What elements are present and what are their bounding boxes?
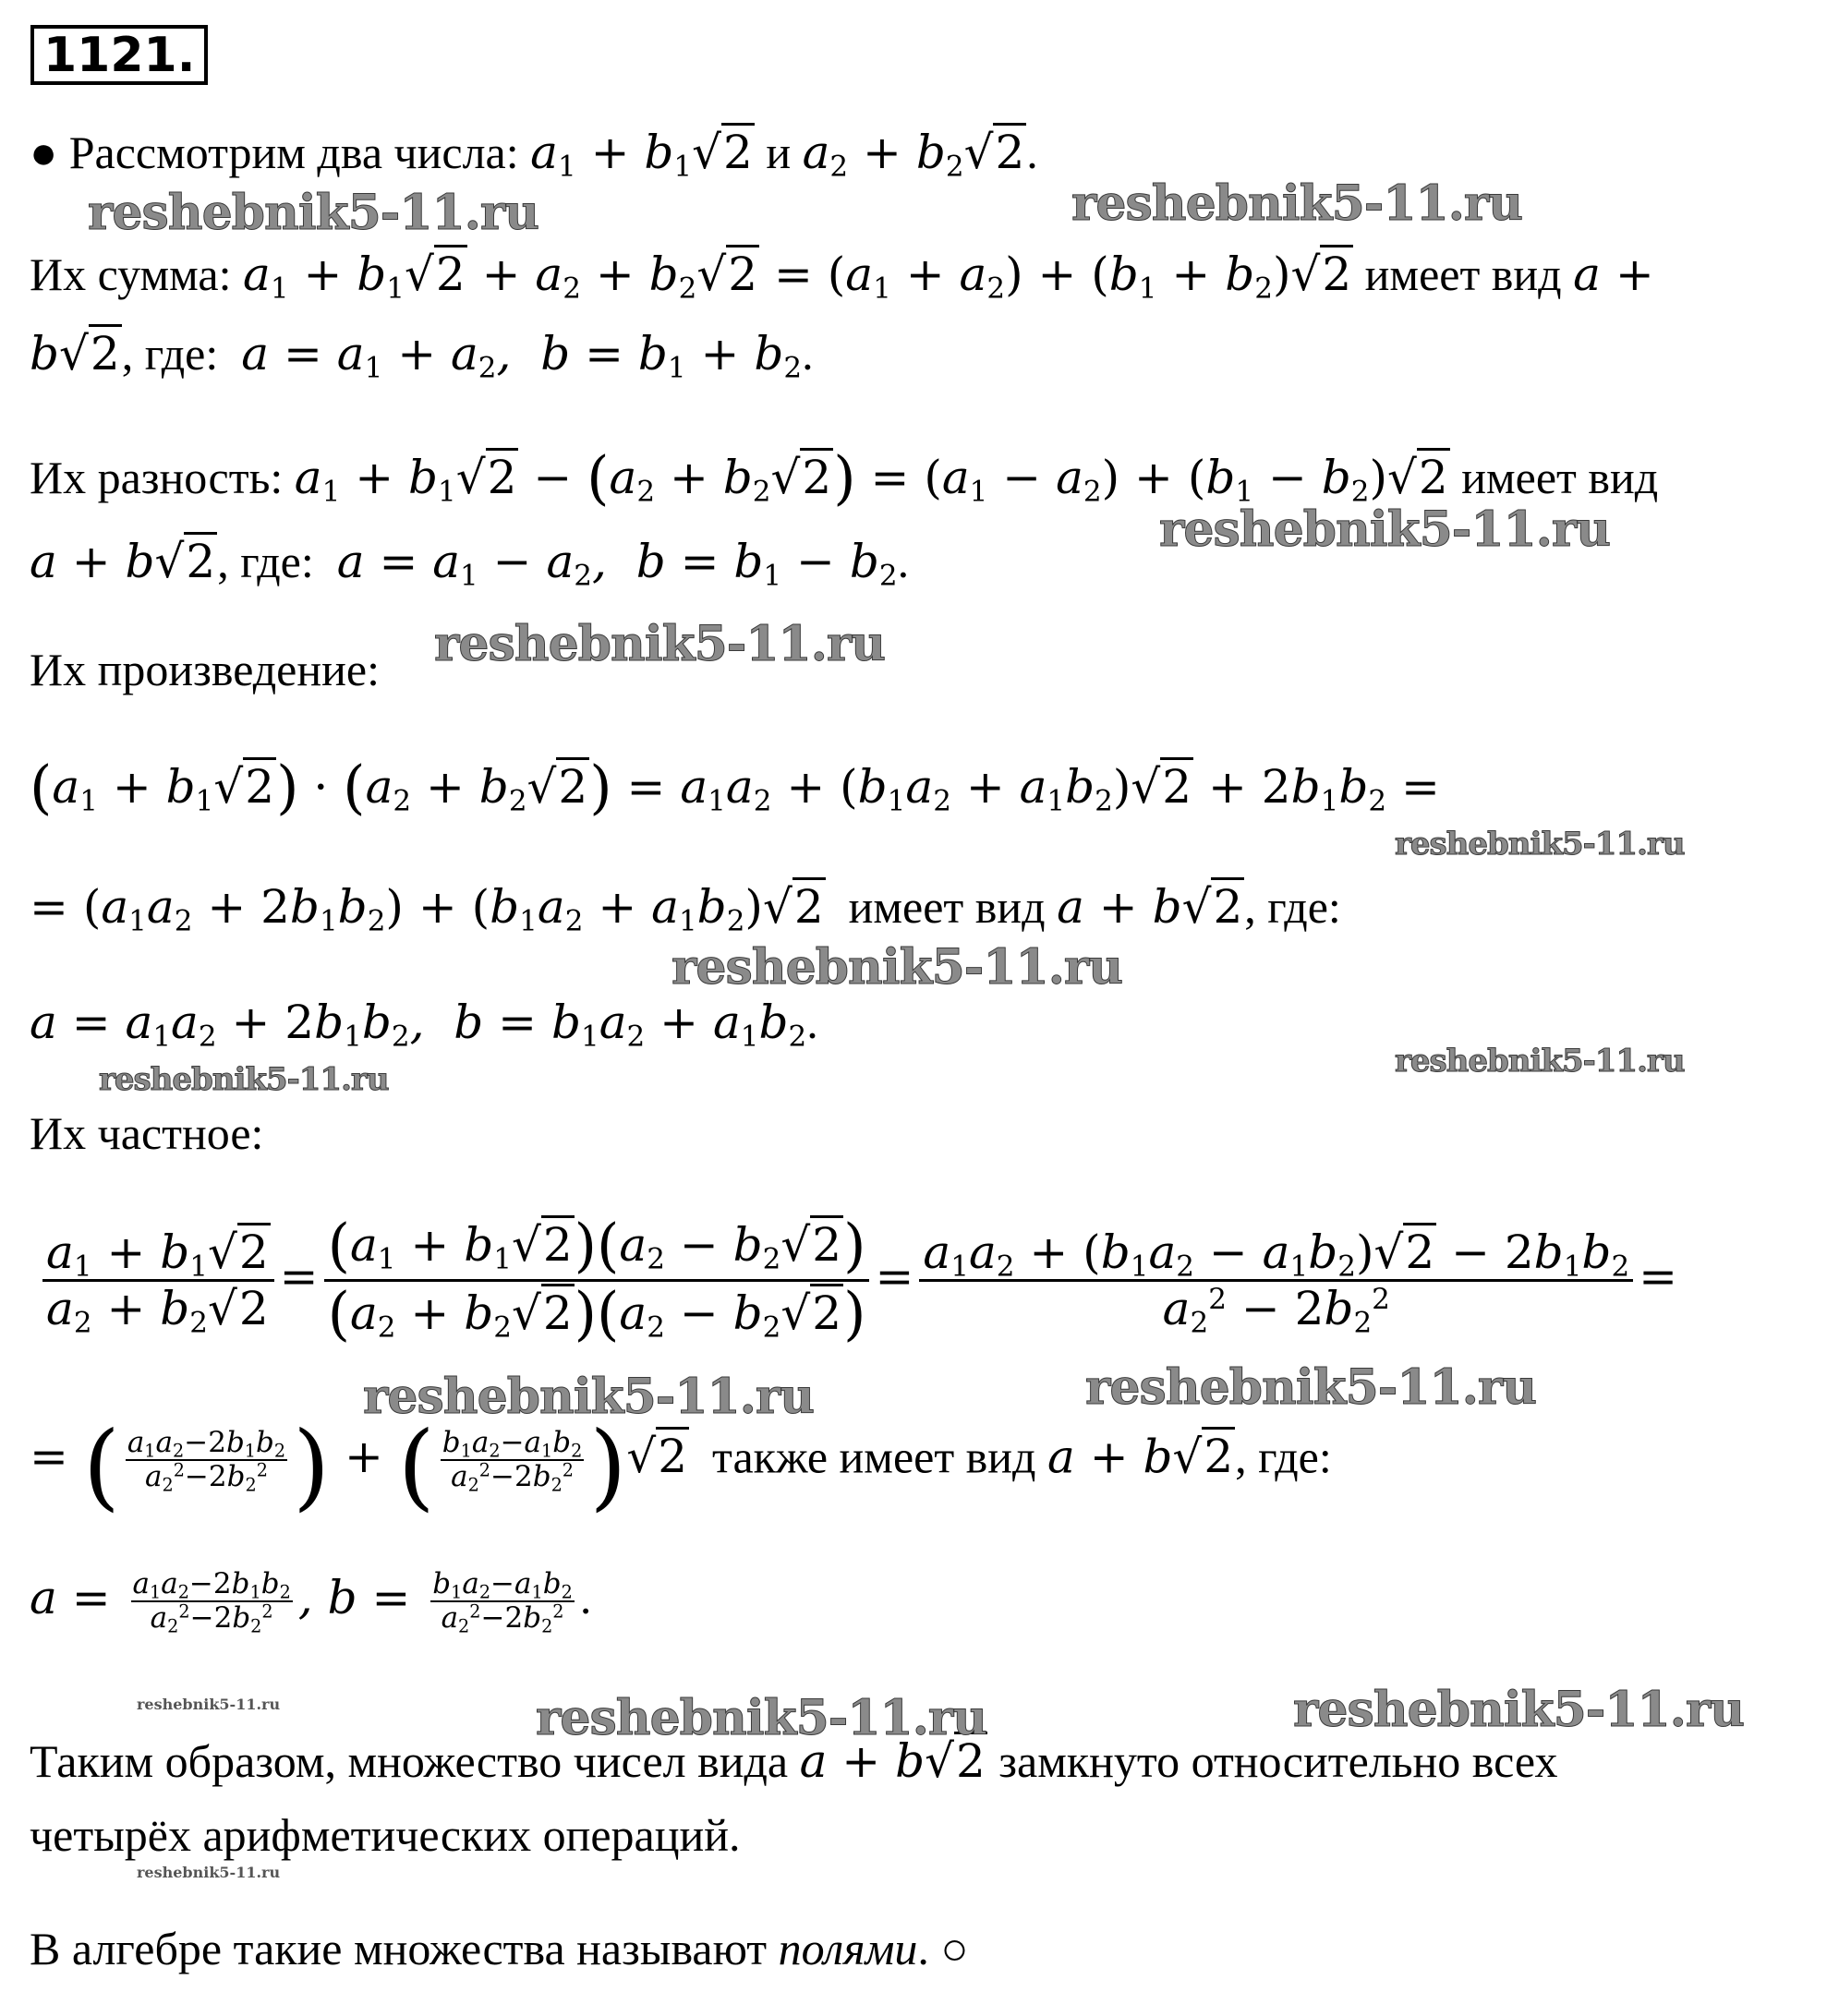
sum-result: $a = a_1 + a_2$, $b = b_1 + b_2$ — [241, 327, 803, 385]
product-form-word: имеет вид — [848, 881, 1046, 933]
final-line: В алгебре такие множества называют полями. ○ — [30, 1923, 969, 1974]
quotient-label: Их частное: — [30, 1107, 264, 1159]
watermark: reshebnik5-11.ru — [1395, 1043, 1685, 1080]
product-expression-1: $(a_1 + b_1√2) \cdot (a_2 + b_2√2) = a_1a_2 + (b_1a_2 + a_1b_2)√2 + 2b_1b_2$ = — [30, 754, 1440, 821]
conclusion-line-2: четырёх арифметических операций. — [30, 1809, 741, 1861]
watermark: reshebnik5-11.ru — [434, 616, 886, 672]
quotient-form-word: также имеет вид — [712, 1431, 1036, 1483]
sum-form-word: имеет вид — [1364, 248, 1562, 300]
conclusion-line-1: Таким образом, множество чисел вида a + b√2 замкнуто относительно всех — [30, 1738, 1557, 1784]
sum-expression: $a_1 + b_1√2 + a_2 + b_2√2 = (a_1 + a_2) + (b_1 + b_2)√2$ — [243, 247, 1353, 301]
sum-label: Их сумма: — [30, 248, 232, 300]
difference-line-1 — [30, 444, 1659, 512]
watermark: reshebnik5-11.ru — [1159, 501, 1611, 558]
difference-label: Их разность: — [30, 452, 284, 503]
quotient-expression-1: $\frac{a_1 + b_1√2}{a_2 + b_2√2}$ = $\frac{(a_1 + b_1√2)(a_2 - b_2√2)}{(a_2 + b_2√2)(a_2 - b_2√2)}$ = $\frac{a_1a_2 + (b_1a_2 - a_1b_2)√2 - 2b_1b_2}{a_2^2 - 2b_2^2}$ = — [37, 1217, 1677, 1343]
quotient-fraction-3: $\frac{a_1a_2 + (b_1a_2 - a_1b_2)√2 - 2b_1b_2}{a_2^2 - 2b_2^2}$ — [919, 1229, 1633, 1332]
product-result: $a = a_1a_2 + 2b_1b_2$, $b = b_1a_2 + a_1b_2$. — [30, 996, 818, 1054]
bullet: ● — [30, 127, 58, 178]
watermark: reshebnik5-11.ru — [137, 1696, 281, 1713]
watermark: reshebnik5-11.ru — [363, 1369, 815, 1425]
product-expression-2: = $(a_1a_2 + 2b_1b_2) + (b_1a_2 + a_1b_2)√2$ имеет вид a + b√2, где: — [30, 884, 1341, 930]
quotient-fraction-2: $\frac{(a_1 + b_1√2)(a_2 - b_2√2)}{(a_2 + b_2√2)(a_2 - b_2√2)}$ — [324, 1217, 870, 1343]
watermark: reshebnik5-11.ru — [88, 185, 539, 241]
intro-and: и — [766, 127, 792, 178]
sum-line-2: b√2, где: $a = a_1 + a_2$, $b = b_1 + b_2$. — [30, 331, 814, 377]
watermark: reshebnik5-11.ru — [1085, 1359, 1537, 1416]
difference-expression: $a_1 + b_1√2 - (a_2 + b_2√2) = (a_1 - a_2) + (b_1 - b_2)√2$ — [294, 444, 1448, 512]
quotient-result: a = $\frac{a_1a_2-2b_1b_2}{a_2^2-2b_2^2}$ , b = $\frac{b_1a_2-a_1b_2}{a_2^2-2b_2^2}$ . — [30, 1567, 592, 1637]
difference-result: $a = a_1 - a_2$, $b = b_1 - b_2$ — [336, 535, 898, 593]
watermark: reshebnik5-11.ru — [671, 939, 1123, 996]
sum-line-1: Их сумма: $a_1 + b_1√2 + a_2 + b_2√2 = (a_1 + a_2) + (b_1 + b_2)√2$ имеет вид a + — [30, 251, 1654, 297]
intro-number-2: $a_2 + b_2√2$ — [803, 126, 1027, 179]
product-label: Их произведение: — [30, 644, 380, 695]
quotient-fraction-1: $\frac{a_1 + b_1√2}{a_2 + b_2√2}$ — [42, 1229, 274, 1332]
watermark: reshebnik5-11.ru — [1395, 826, 1685, 863]
watermark: reshebnik5-11.ru — [137, 1864, 281, 1881]
problem-number: 1121. — [30, 25, 208, 85]
intro-line: ● Рассмотрим два числа: $a_1 + b_1√2$ и $a_2 + b_2√2$. — [30, 129, 1038, 175]
difference-form-word: имеет вид — [1461, 452, 1659, 503]
difference-line-2: a + b√2, где: $a = a_1 - a_2$, $b = b_1 - b_2$. — [30, 538, 909, 585]
intro-text: Рассмотрим два числа: — [68, 127, 519, 178]
watermark: reshebnik5-11.ru — [99, 1061, 389, 1098]
watermark: reshebnik5-11.ru — [1293, 1682, 1745, 1738]
term-fields: полями — [778, 1923, 918, 1974]
watermark: reshebnik5-11.ru — [1071, 175, 1523, 232]
watermark: reshebnik5-11.ru — [536, 1690, 987, 1746]
quotient-expression-2: = ( $\frac{a_1a_2-2b_1b_2}{a_2^2-2b_2^2}$ ) + ( $\frac{b_1a_2-a_1b_2}{a_2^2-2b_2^2}$ )√2 также имеет вид a + b√2, где: — [30, 1412, 1332, 1522]
intro-number-1: $a_1 + b_1√2$ — [530, 126, 755, 179]
